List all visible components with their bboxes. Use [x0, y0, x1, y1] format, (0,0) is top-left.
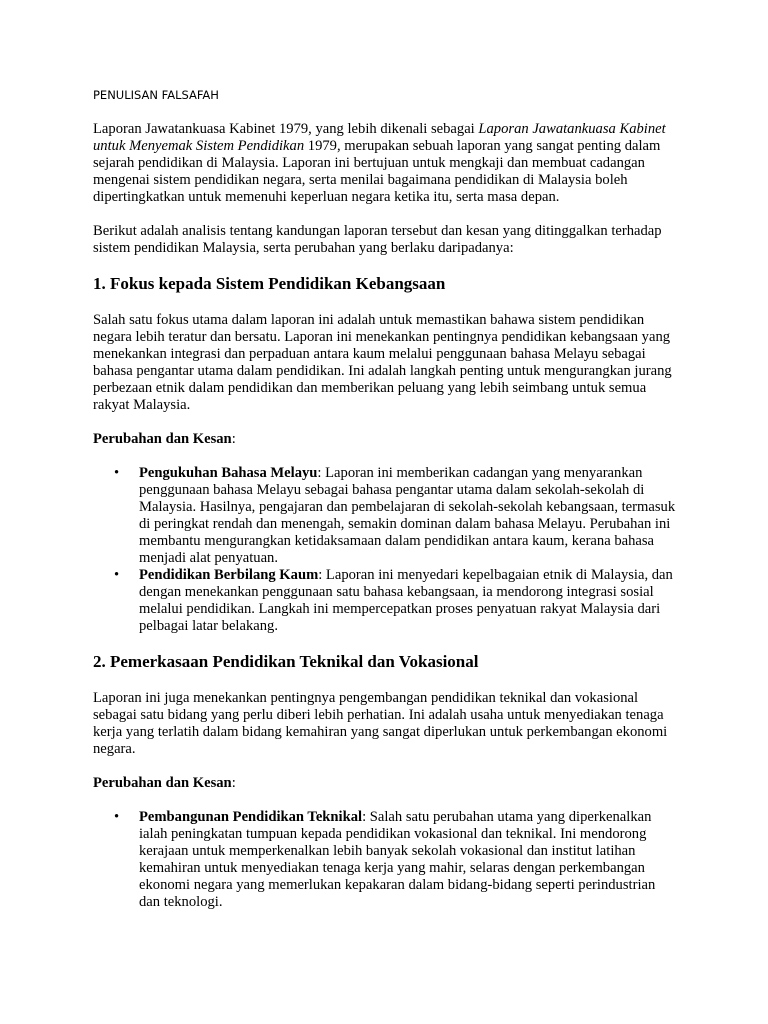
section-heading-1: 1. Fokus kepada Sistem Pendidikan Kebangsaan	[93, 274, 446, 293]
changes-label-1	[93, 431, 678, 448]
changes-label-2	[93, 775, 678, 792]
section-body-1: Salah satu fokus utama dalam laporan ini adalah untuk memastikan bahawa sistem pendidikan negara lebih teratur dan bersatu. Laporan ini menekankan pentingnya pendidikan kebangsaan yang menekankan integrasi dan perpaduan antara kaum melalui penggunaan bahasa Melayu sebagai bahasa pengantar utama dalam pendidikan. Ini adalah langkah penting untuk mengurangkan jurang perbezaan etnik dalam pendidikan dan memberikan peluang yang lebih seimbang untuk semua rakyat Malaysia.	[93, 312, 672, 413]
intro-text-post: 1979, merupakan sebuah laporan yang sangat penting dalam sejarah pendidikan di Malaysia. Laporan ini bertujuan untuk mengkaji dan membuat cadangan mengenai sistem pendidikan negara, serta menilai bagaimana pendidikan di Malaysia boleh dipertingkatkan untuk memenuhi keperluan negara ketika itu, serta masa depan.	[93, 138, 661, 205]
intro-paragraph	[93, 121, 678, 206]
section-heading-2: 2. Pemerkasaan Pendidikan Teknikal dan Vokasional	[93, 652, 479, 671]
intro-text-pre: Laporan Jawatankuasa Kabinet 1979, yang lebih dikenali sebagai	[93, 121, 479, 137]
bullet-icon: •	[114, 809, 120, 825]
intro-paragraph-2: Berikut adalah analisis tentang kandungan laporan tersebut dan kesan yang ditinggalkan terhadap sistem pendidikan Malaysia, serta perubahan yang berlaku daripadanya:	[93, 223, 662, 256]
list-item-term: Pendidikan Berbilang Kaum	[139, 567, 319, 583]
list-item	[93, 809, 678, 911]
list-item	[93, 465, 678, 567]
changes-label-text: Perubahan dan Kesan	[93, 775, 232, 791]
colon: :	[231, 431, 236, 447]
changes-label-text: Perubahan dan Kesan	[93, 431, 232, 447]
section-body-2: Laporan ini juga menekankan pentingnya pengembangan pendidikan teknikal dan vokasional sebagai satu bidang yang perlu diberi lebih perhatian. Ini adalah usaha untuk menyediakan tenaga kerja yang terlatih dalam bidang kemahiran yang sangat diperlukan untuk perkembangan ekonomi negara.	[93, 690, 668, 757]
list-item-text: : Laporan ini memberikan cadangan yang menyarankan penggunaan bahasa Melayu sebagai bahasa pengantar utama dalam sekolah-sekolah di Malaysia. Hasilnya, pengajaran dan pembelajaran di sekolah-sekolah kebangsaan, termasuk di peringkat rendah dan menengah, semakin dominan dalam bahasa Melayu. Perubahan ini membantu mengurangkan ketidaksamaan dalam pendidikan antara kaum, kerana bahasa menjadi alat penyatuan.	[139, 465, 676, 566]
bullet-icon: •	[114, 465, 120, 481]
bullet-list-2	[93, 809, 678, 911]
list-item-text: : Laporan ini menyedari kepelbagaian etnik di Malaysia, dan dengan menekankan penggunaan satu bahasa kebangsaan, ia mendorong integrasi sosial melalui pendidikan. Langkah ini mempercepatkan proses penyatuan rakyat Malaysia dari pelbagai latar belakang.	[139, 567, 673, 634]
bullet-icon: •	[114, 567, 120, 583]
document-label: PENULISAN FALSAFAH	[93, 88, 219, 102]
list-item	[93, 567, 678, 635]
document-content	[93, 88, 678, 928]
colon: :	[231, 775, 236, 791]
list-item-text: : Salah satu perubahan utama yang diperkenalkan ialah peningkatan tumpuan kepada pendidikan vokasional dan teknikal. Ini mendorong kerajaan untuk memperkenalkan lebih banyak sekolah vokasional dan institut latihan kemahiran untuk menyediakan tenaga kerja yang mahir, selaras dengan perkembangan ekonomi negara yang memerlukan kepakaran dalam bidang-bidang seperti perindustrian dan teknologi.	[139, 809, 656, 910]
list-item-term: Pembangunan Pendidikan Teknikal	[139, 809, 363, 825]
list-item-term: Pengukuhan Bahasa Melayu	[139, 465, 318, 481]
bullet-list-1	[93, 465, 678, 635]
report-title: Laporan Jawatankuasa Kabinet untuk Menyemak Sistem Pendidikan	[93, 121, 666, 154]
